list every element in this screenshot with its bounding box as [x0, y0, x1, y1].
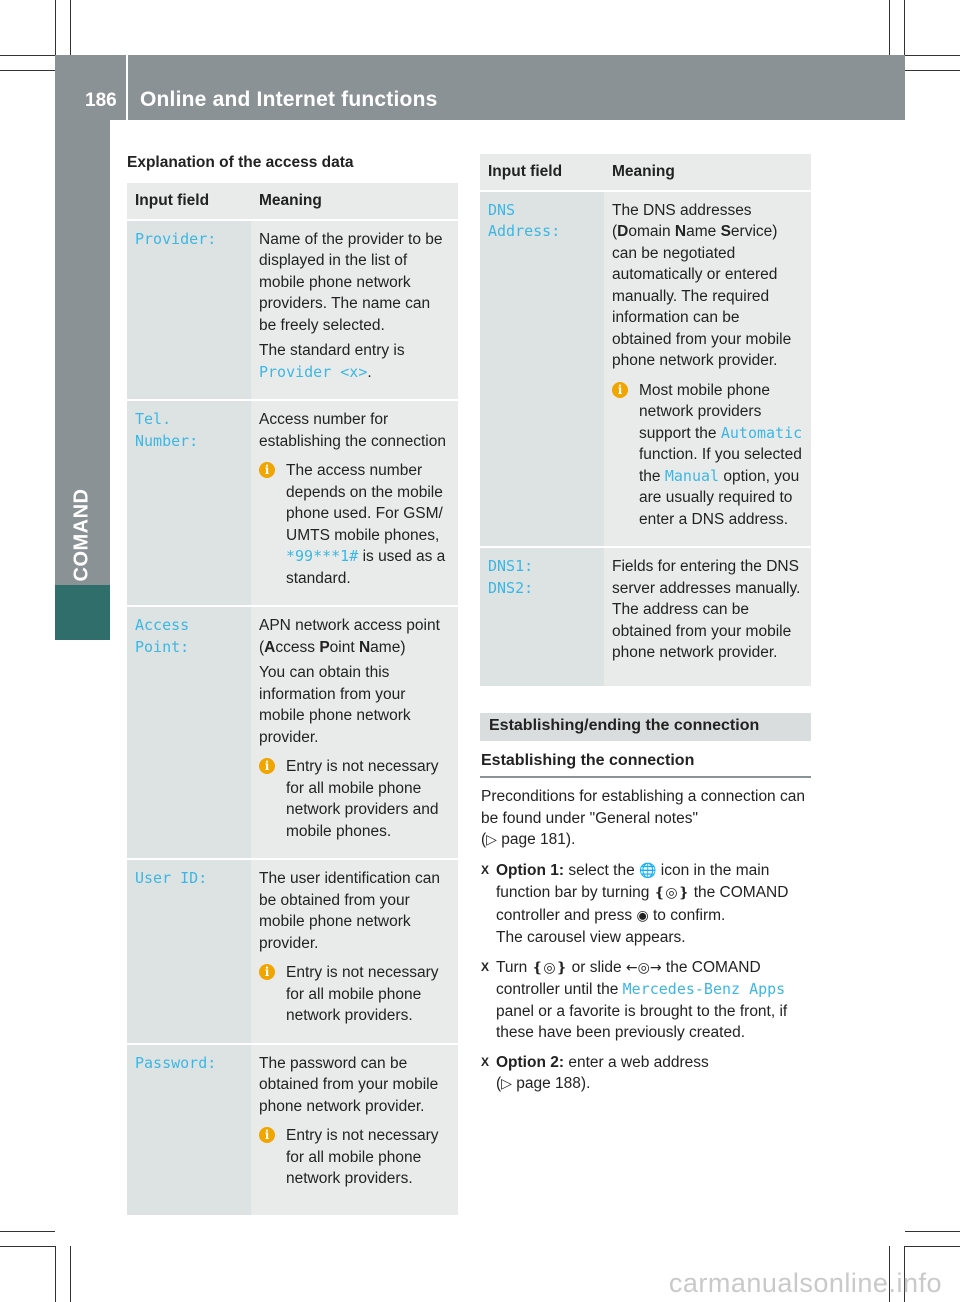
subsection-rule — [480, 776, 811, 778]
table-header-row — [480, 154, 811, 191]
column-header-meaning: Meaning — [604, 154, 811, 191]
field-cell — [127, 606, 251, 859]
field-name: Tel. Number: — [135, 410, 199, 450]
crop-mark — [55, 0, 56, 55]
meaning-cell — [251, 220, 458, 401]
intro-text: Preconditions for establishing a connection can be found under "General notes" (▷ page 181). — [481, 788, 805, 848]
field-cell — [127, 1044, 251, 1216]
field-cell — [480, 547, 604, 687]
table-row-dns-address — [480, 191, 811, 548]
field-name: DNS2: — [488, 578, 534, 597]
code-value: *99***1# — [286, 547, 359, 565]
info-icon: i — [259, 758, 275, 774]
crop-mark — [905, 55, 960, 56]
crop-mark — [0, 1246, 55, 1247]
crop-mark — [0, 55, 55, 56]
crop-mark — [905, 1246, 960, 1247]
meaning-cell — [251, 400, 458, 606]
info-icon: i — [612, 382, 628, 398]
crop-mark — [55, 1246, 56, 1302]
info-icon: i — [259, 1127, 275, 1143]
page-title: Online and Internet functions — [140, 88, 438, 111]
crop-mark — [0, 1231, 55, 1232]
watermark: carmanualsonline.info — [668, 1268, 942, 1298]
field-name: Provider: — [135, 229, 217, 248]
controller-press-icon: ◉ — [636, 907, 649, 924]
meaning-text: Access number for establishing the connection — [259, 411, 446, 450]
column-header-meaning: Meaning — [251, 183, 458, 220]
table-row-password — [127, 1044, 458, 1216]
step-arrow-icon: X — [481, 862, 490, 877]
step-arrow-icon: X — [481, 959, 490, 974]
field-name: DNS Address: — [488, 200, 561, 240]
code-value: Provider <x> — [259, 362, 368, 381]
meaning-text: The user identification can be obtained from your mobile phone network provider. — [259, 870, 440, 952]
table-row-user-id — [127, 859, 458, 1044]
column-header-field: Input field — [480, 154, 604, 191]
section-title: Explanation of the access data — [127, 154, 354, 171]
page-ref-icon: ▷ — [501, 1076, 512, 1092]
section-heading: Establishing/ending the connection — [489, 717, 760, 734]
access-data-table — [127, 183, 458, 1217]
instruction-step: X Turn ❴◎❵ or slide ←◎→ the COMAND controller until the Mercedes-Benz Apps panel or a favorite is brought to the front, if these have been previously created. — [481, 958, 788, 1041]
table-row-dns1-dns2 — [480, 547, 811, 687]
info-note: i Entry is not necessary for all mobile phone network providers and mobile phones. — [259, 756, 450, 842]
meaning-cell — [251, 1044, 458, 1216]
info-note: i Most mobile phone network providers support the Automatic function. If you selected the Manual option, you are usually required to enter a DNS address. — [612, 380, 803, 531]
meaning-cell — [604, 547, 811, 687]
meaning-text: Fields for entering the DNS server addresses manually. The address can be obtained from your mobile phone network provider. — [612, 558, 801, 661]
field-cell — [127, 220, 251, 401]
step-arrow-icon: X — [481, 1054, 490, 1069]
code-value: Automatic — [720, 423, 803, 442]
table-row-provider — [127, 220, 458, 401]
meaning-cell — [251, 859, 458, 1044]
instructions — [481, 786, 813, 1104]
globe-icon: 🌐 — [639, 862, 657, 879]
page-number: 186 — [85, 90, 117, 111]
info-note: i The access number depends on the mobile phone used. For GSM/ UMTS mobile phones, *99***1# is used as a standard. — [259, 460, 450, 589]
table-row-access-point — [127, 606, 458, 859]
page-ref-icon: ▷ — [486, 832, 497, 848]
controller-slide-icon: ←◎→ — [625, 959, 662, 976]
field-cell — [127, 859, 251, 1044]
info-icon: i — [259, 462, 275, 478]
meaning-cell — [604, 191, 811, 548]
field-name: Access — [135, 616, 190, 634]
info-note: i Entry is not necessary for all mobile phone network providers. — [259, 962, 450, 1027]
controller-turn-icon: ❴◎❵ — [531, 959, 568, 976]
field-name: Point: — [135, 637, 190, 656]
instruction-step: X Option 1: select the 🌐 icon in the main function bar by turning ❴◎❵ the COMAND controller and press ◉ to confirm. The carousel view appears. — [481, 861, 789, 946]
meaning-text: APN network access point (Access Point Name) — [259, 617, 440, 656]
info-note: i Entry is not necessary for all mobile phone network providers. — [259, 1125, 450, 1190]
code-value: Manual — [664, 466, 720, 485]
meaning-text: The password can be obtained from your mobile phone network provider. — [259, 1054, 439, 1115]
controller-turn-icon: ❴◎❵ — [653, 885, 690, 901]
meaning-text: You can obtain this information from your mobile phone network provider. — [259, 664, 411, 746]
header-divider — [126, 55, 128, 120]
code-value: Mercedes-Benz Apps — [622, 980, 786, 998]
info-icon: i — [259, 964, 275, 980]
field-cell — [127, 400, 251, 606]
crop-mark — [0, 70, 55, 71]
column-header-field: Input field — [127, 183, 251, 220]
side-tab-marker — [55, 585, 110, 640]
field-cell — [480, 191, 604, 548]
meaning-text: Name of the provider to be displayed in the list of mobile phone network providers. The name can be freely selected. — [259, 230, 443, 334]
instruction-step: X Option 2: enter a web address (▷ page 188). — [481, 1053, 709, 1092]
field-name: DNS1: — [488, 557, 534, 575]
crop-mark — [904, 0, 905, 55]
crop-mark — [889, 0, 890, 55]
meaning-text: The DNS addresses (Domain Name Service) can be negotiated automatically or entered manually. The required information can be obtained from your mobile phone network provider. — [612, 201, 792, 369]
crop-mark — [70, 1246, 71, 1302]
table-row-tel-number — [127, 400, 458, 606]
table-header-row — [127, 183, 458, 220]
meaning-cell — [251, 606, 458, 859]
field-name: User ID: — [135, 869, 208, 887]
crop-mark — [70, 0, 71, 55]
side-tab-label: COMAND — [70, 488, 93, 582]
crop-mark — [905, 1231, 960, 1232]
dns-table — [480, 154, 811, 688]
field-name: Password: — [135, 1053, 217, 1072]
crop-mark — [905, 70, 960, 71]
meaning-text: The standard entry is Provider <x>. — [259, 342, 405, 381]
subsection-heading: Establishing the connection — [481, 752, 695, 769]
